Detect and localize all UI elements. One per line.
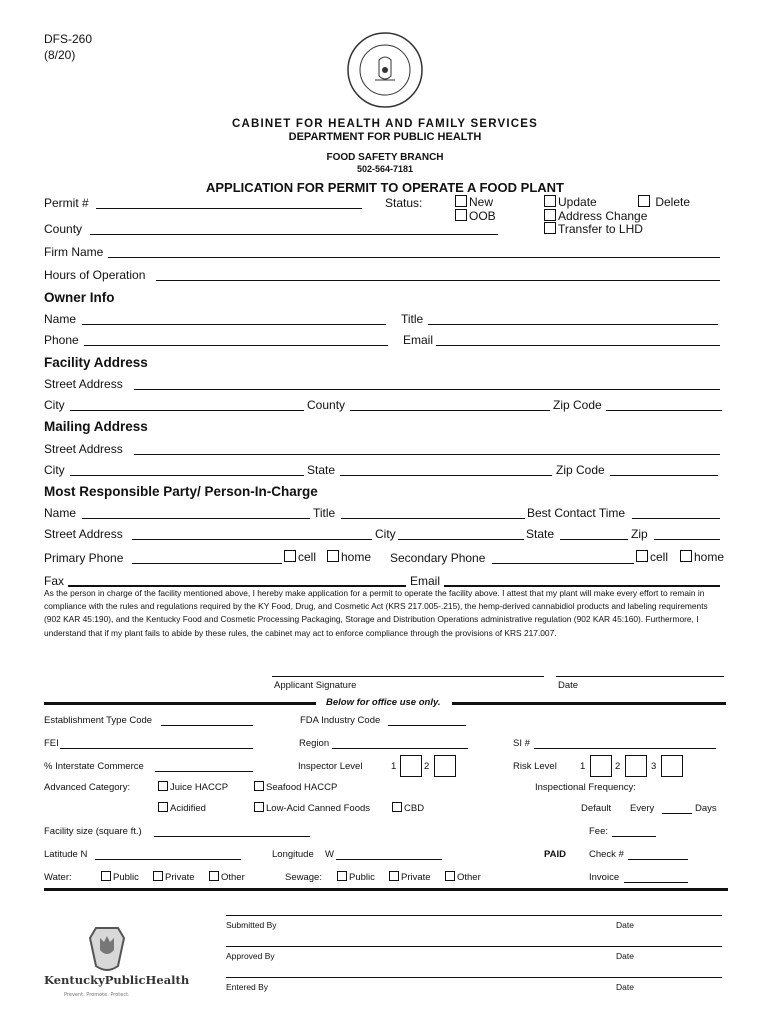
water-other-checkbox[interactable] [209,871,219,881]
approved-date-label: Date [616,951,634,961]
approved-by-field[interactable] [226,946,722,947]
facility-city-field[interactable] [70,410,304,411]
longitude-w-label: W [325,849,334,860]
region-field[interactable] [332,748,468,749]
sewage-other-option[interactable] [445,871,481,883]
department-heading: DEPARTMENT FOR PUBLIC HEALTH [288,131,482,143]
owner-title-label: Title [401,312,424,326]
responsible-city-label: City [375,527,396,541]
primary-cell-checkbox[interactable] [284,550,296,562]
sewage-label: Sewage: [285,872,322,883]
fee-label: Fee: [589,826,609,837]
facility-county-label: County [307,398,346,412]
office-divider-left [44,702,316,705]
responsible-street-field[interactable] [132,539,372,540]
risk-level-3-box[interactable] [661,755,683,777]
status-address-change-checkbox[interactable] [544,209,556,221]
status-update-label: Update [558,195,597,209]
days-label: Days [695,803,717,814]
facility-street-label: Street Address [44,377,123,391]
status-new-label: New [469,195,494,209]
acidified-checkbox[interactable] [158,802,168,812]
inspector-level-1-label: 1 [391,761,397,772]
sewage-other-label: Other [457,872,481,883]
water-public-label: Public [113,872,139,883]
inspector-level-label: Inspector Level [298,761,363,772]
responsible-state-field[interactable] [560,539,628,540]
facility-county-field[interactable] [350,410,550,411]
inspector-level-1-box[interactable] [400,755,422,777]
owner-info-heading: Owner Info [44,290,115,305]
mailing-street-label: Street Address [44,442,123,456]
status-transfer-checkbox[interactable] [544,222,556,234]
check-label: Check # [589,849,624,860]
mailing-city-field[interactable] [70,475,304,476]
inspector-level-2-box[interactable] [434,755,456,777]
sewage-public-label: Public [349,872,375,883]
secondary-cell-checkbox[interactable] [636,550,648,562]
office-use-banner: Below for office use only. [326,697,441,708]
risk-level-1-box[interactable] [590,755,612,777]
cabinet-heading: CABINET FOR HEALTH AND FAMILY SERVICES [231,118,539,130]
mailing-zip-label: Zip Code [556,463,605,477]
establishment-type-label: Establishment Type Code [44,715,153,726]
kentucky-public-health-logo [44,922,190,1002]
permit-field[interactable] [96,208,362,209]
mailing-zip-field[interactable] [610,475,718,476]
mailing-state-label: State [307,463,336,477]
every-days-field[interactable] [662,813,692,814]
best-contact-label: Best Contact Time [527,506,626,520]
interstate-field[interactable] [155,771,253,772]
applicant-signature-label: Applicant Signature [274,680,357,691]
latitude-label: Latitude N [44,849,88,860]
risk-level-3-label: 3 [651,761,657,772]
sewage-private-label: Private [401,872,431,883]
risk-level-2-label: 2 [615,761,621,772]
responsible-state-label: State [526,527,555,541]
acidified-label: Acidified [170,803,206,814]
primary-phone-field[interactable] [132,563,282,564]
establishment-type-field[interactable] [161,725,253,726]
inspectional-frequency-label: Inspectional Frequency: [535,782,636,793]
status-new-option[interactable] [455,195,493,209]
facility-address-heading: Facility Address [44,355,148,370]
juice-haccp-option[interactable] [158,781,228,793]
sewage-public-checkbox[interactable] [337,871,347,881]
fax-label: Fax [44,574,65,588]
entered-date-label: Date [616,982,634,992]
secondary-home-checkbox[interactable] [680,550,692,562]
primary-home-checkbox[interactable] [327,550,339,562]
status-transfer-label: Transfer to LHD [558,222,643,236]
status-update-option[interactable] [544,195,597,209]
submitted-by-label: Submitted By [226,920,277,930]
primary-cell-label: cell [298,550,317,564]
risk-level-1-label: 1 [580,761,586,772]
kentucky-seal [345,30,425,110]
firm-name-field[interactable] [108,257,720,258]
firm-name-label: Firm Name [44,245,104,259]
owner-phone-field[interactable] [84,345,388,346]
responsible-zip-field[interactable] [654,539,720,540]
status-address-change-option[interactable] [544,209,647,223]
owner-name-field[interactable] [82,324,386,325]
cbd-label: CBD [404,803,425,814]
status-label: Status: [385,196,423,210]
responsible-email-label: Email [410,574,441,588]
default-label: Default [581,803,612,814]
water-public-checkbox[interactable] [101,871,111,881]
entered-by-label: Entered By [226,982,269,992]
signature-date-field[interactable] [556,676,724,677]
low-acid-label: Low-Acid Canned Foods [266,803,371,814]
risk-level-label: Risk Level [513,761,557,772]
secondary-phone-label: Secondary Phone [390,551,486,565]
status-update-checkbox[interactable] [544,195,556,207]
owner-name-label: Name [44,312,77,326]
responsible-title-label: Title [313,506,336,520]
water-private-option[interactable] [153,871,195,883]
hours-label: Hours of Operation [44,268,146,282]
status-oob-checkbox[interactable] [455,209,467,221]
facility-zip-field[interactable] [606,410,722,411]
attestation-text: As the person in charge of the facility mentioned above, I hereby make application for a permit to operate the facility above. I attest that my plant will make every effort to remain in compliance with the rules and regulations required by the KY Food, Drug, and Cosmetic Act (KRS 217.005-.215), the hemp-derived cannabidiol products and labeling requirements (902 KAR 45:190), and the Kentucky Food and Cosmetic Processing Packaging, Storage and Distribution Operations administrative regulation (902 KAR 45:160). Furthermore, I understand that if my plant fails to abide by these rules, the cabinet may act to enforce compliance through the provisions of KRS 217.007. [44,588,708,638]
hours-field[interactable] [156,280,720,281]
mailing-address-heading: Mailing Address [44,419,148,434]
low-acid-option[interactable] [254,802,370,814]
inspector-level-2-label: 2 [424,761,430,772]
fei-label: FEI [44,738,59,749]
facility-zip-label: Zip Code [553,398,602,412]
office-divider-right [452,702,726,705]
branch-phone: 502-564-7181 [356,164,414,174]
facility-size-field[interactable] [154,836,310,837]
juice-haccp-checkbox[interactable] [158,781,168,791]
entered-by-field[interactable] [226,977,722,978]
submitted-date-label: Date [616,920,634,930]
secondary-home-label: home [694,550,725,564]
svg-text:Prevent. Promote. Protect.: Prevent. Promote. Protect. [64,992,130,998]
seafood-haccp-checkbox[interactable] [254,781,264,791]
status-transfer-option[interactable] [544,222,643,236]
cbd-option[interactable] [392,802,424,814]
cbd-checkbox[interactable] [392,802,402,812]
advanced-category-label: Advanced Category: [44,782,131,793]
paid-label: PAID [544,849,566,860]
water-other-option[interactable] [209,871,245,883]
form-date: (8/20) [44,48,76,62]
county-field[interactable] [90,234,498,235]
status-delete-label: Delete [655,195,691,209]
mailing-city-label: City [44,463,65,477]
mailing-state-field[interactable] [340,475,552,476]
best-contact-field[interactable] [632,518,720,519]
secondary-cell-label: cell [650,550,669,564]
form-id: DFS-260 [44,32,93,46]
water-label: Water: [44,872,72,883]
interstate-label: % Interstate Commerce [44,761,144,772]
svg-text:KentuckyPublicHealth: KentuckyPublicHealth [44,973,190,987]
si-label: SI # [513,738,530,749]
juice-haccp-label: Juice HACCP [170,782,229,793]
si-field[interactable] [534,748,716,749]
sewage-other-checkbox[interactable] [445,871,455,881]
form-title: APPLICATION FOR PERMIT TO OPERATE A FOOD PLANT [206,180,564,195]
county-label: County [44,222,83,236]
water-public-option[interactable] [101,871,139,883]
check-field[interactable] [628,859,688,860]
sewage-private-option[interactable] [389,871,431,883]
status-address-change-label: Address Change [558,209,648,223]
facility-street-field[interactable] [134,389,720,390]
low-acid-checkbox[interactable] [254,802,264,812]
every-label: Every [630,803,655,814]
primary-home-option[interactable] [327,550,371,564]
responsible-name-field[interactable] [82,518,310,519]
facility-size-label: Facility size (square ft.) [44,826,142,837]
owner-phone-label: Phone [44,333,79,347]
primary-home-label: home [341,550,372,564]
fee-field[interactable] [612,836,656,837]
risk-level-2-box[interactable] [625,755,647,777]
fei-field[interactable] [60,748,253,749]
status-new-checkbox[interactable] [455,195,467,207]
acidified-option[interactable] [158,802,206,814]
responsible-zip-label: Zip [631,527,648,541]
secondary-phone-field[interactable] [492,563,634,564]
responsible-party-heading: Most Responsible Party/ Person-In-Charge [44,484,318,499]
secondary-cell-option[interactable] [636,550,668,564]
region-label: Region [299,738,330,749]
sewage-public-option[interactable] [337,871,375,883]
water-private-label: Private [165,872,195,883]
owner-email-label: Email [403,333,434,347]
responsible-city-field[interactable] [398,539,524,540]
owner-title-field[interactable] [428,324,718,325]
primary-cell-option[interactable] [284,550,316,564]
responsible-street-label: Street Address [44,527,123,541]
status-oob-option[interactable] [455,209,496,223]
signature-date-label: Date [558,680,579,691]
longitude-field[interactable] [336,859,442,860]
longitude-label: Longitude [272,849,314,860]
fda-code-field[interactable] [388,725,466,726]
primary-phone-label: Primary Phone [44,551,124,565]
status-delete-option[interactable] [638,195,690,209]
status-oob-label: OOB [469,209,496,223]
water-other-label: Other [221,872,245,883]
branch-heading: FOOD SAFETY BRANCH [326,152,444,163]
latitude-field[interactable] [95,859,241,860]
facility-city-label: City [44,398,65,412]
secondary-home-option[interactable] [680,550,724,564]
approved-by-label: Approved By [226,951,275,961]
responsible-title-field[interactable] [341,518,525,519]
responsible-name-label: Name [44,506,77,520]
permit-label: Permit # [44,196,89,210]
applicant-signature-field[interactable] [272,676,544,677]
water-private-checkbox[interactable] [153,871,163,881]
mailing-street-field[interactable] [134,454,720,455]
office-bottom-divider [44,888,728,891]
submitted-by-field[interactable] [226,915,722,916]
invoice-field[interactable] [624,882,688,883]
invoice-label: Invoice [589,872,620,883]
status-delete-checkbox[interactable] [638,195,650,207]
fda-code-label: FDA Industry Code [300,715,381,726]
owner-email-field[interactable] [436,345,720,346]
seafood-haccp-label: Seafood HACCP [266,782,338,793]
seafood-haccp-option[interactable] [254,781,337,793]
sewage-private-checkbox[interactable] [389,871,399,881]
